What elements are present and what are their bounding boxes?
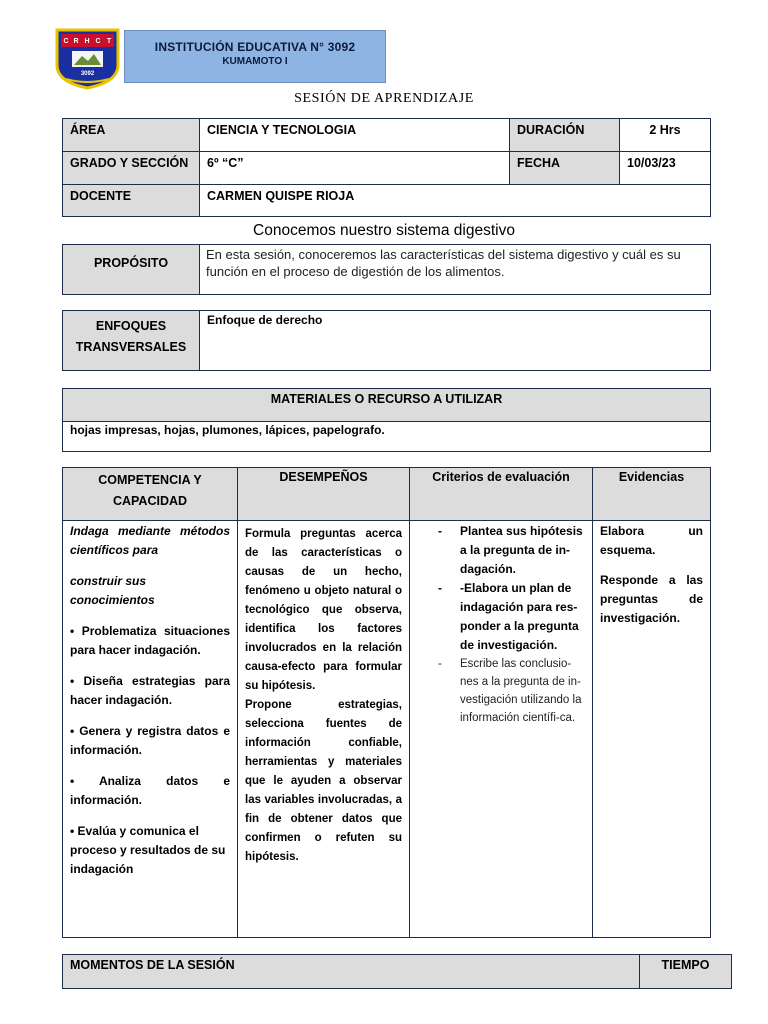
moments-time-header: TIEMPO xyxy=(639,954,732,989)
materials-header: MATERIALES O RECURSO A UTILIZAR xyxy=(62,388,711,422)
performance-cell xyxy=(237,520,410,938)
criteria-item: - Plantea sus hipótesis a la pregunta de in-dagación. xyxy=(434,522,584,579)
approaches-label xyxy=(62,310,200,371)
capacity-item: • Genera y registra datos e información. xyxy=(70,724,230,757)
logo-letter-5: T xyxy=(106,38,112,45)
institution-name: INSTITUCIÓN EDUCATIVA N° 3092 xyxy=(154,40,356,54)
capacity-item: • Analiza datos e información. xyxy=(70,774,230,807)
competence-title-b: construir sus conocimientos xyxy=(70,574,155,607)
logo-letter-2: R xyxy=(73,38,79,45)
teacher-label: DOCENTE xyxy=(62,184,200,217)
approaches-label-line2: TRANSVERSALES xyxy=(75,340,187,354)
moments-header: MOMENTOS DE LA SESIÓN xyxy=(62,954,640,989)
area-value: CIENCIA Y TECNOLOGIA xyxy=(199,118,510,152)
criteria-cell xyxy=(409,520,593,938)
evidence-item: Responde a las preguntas de investigación. xyxy=(600,573,703,625)
competence-cell xyxy=(62,520,238,938)
approaches-value: Enfoque de derecho xyxy=(199,310,711,371)
approaches-label-line1: ENFOQUES xyxy=(95,319,167,333)
evidence-header: Evidencias xyxy=(592,467,711,521)
criteria-item: - Escribe las conclusio-nes a la pregunta de in-vestigación utilizando la información científi-ca. xyxy=(434,655,584,727)
criteria-item: - -Elabora un plan de indagación para res-ponder a la pregunta de investigación. xyxy=(434,579,584,655)
institution-logo xyxy=(54,27,121,90)
performance-header: DESEMPEÑOS xyxy=(237,467,410,521)
performance-item: Formula preguntas acerca de las características o causas de un hecho, fenómeno u objeto natural o tecnológico que observa, identifica los factores involucrados en la relación causa-efecto para formular su hipótesis. xyxy=(245,528,402,692)
logo-number: 3092 xyxy=(80,71,95,77)
capacity-item: • Evalúa y comunica el proceso y resultados de su indagación xyxy=(70,824,226,876)
purpose-label: PROPÓSITO xyxy=(62,244,200,295)
logo-letter-3: H xyxy=(84,38,90,45)
grade-value: 6º “C” xyxy=(199,151,510,185)
duration-value: 2 Hrs xyxy=(619,118,711,152)
date-label: FECHA xyxy=(509,151,620,185)
evidence-item: Elabora un esquema. xyxy=(600,524,703,557)
competence-header-line2: CAPACIDAD xyxy=(112,494,188,508)
evidence-cell xyxy=(592,520,711,938)
capacity-item: • Problematiza situaciones para hacer indagación. xyxy=(70,624,230,657)
date-value: 10/03/23 xyxy=(619,151,711,185)
document-title: SESIÓN DE APRENDIZAJE xyxy=(294,91,474,106)
grade-label: GRADO Y SECCIÓN xyxy=(62,151,200,185)
institution-campus: KUMAMOTO I xyxy=(222,56,288,67)
institution-banner xyxy=(124,30,386,83)
performance-item: Propone estrategias, selecciona fuentes de información confiable, herramientas y materiales que le ayuden a observar las variables involucradas, a fin de obtener datos que confirmen o refuten su hipótesis. xyxy=(245,699,402,863)
logo-letter-1: C xyxy=(63,38,69,45)
competence-header xyxy=(62,467,238,521)
purpose-text: En esta sesión, conoceremos las características del sistema digestivo y cuál es su función en el proceso de digestión de los alimentos. xyxy=(199,244,711,295)
area-label: ÁREA xyxy=(62,118,200,152)
competence-title-a: Indaga mediante métodos científicos para xyxy=(70,524,230,557)
session-title: Conocemos nuestro sistema digestivo xyxy=(253,222,515,239)
competence-header-line1: COMPETENCIA Y xyxy=(98,473,202,487)
criteria-header: Criterios de evaluación xyxy=(409,467,593,521)
capacity-item: • Diseña estrategias para hacer indagación. xyxy=(70,674,230,707)
logo-letter-4: C xyxy=(95,38,101,45)
duration-label: DURACIÓN xyxy=(509,118,620,152)
teacher-value: CARMEN QUISPE RIOJA xyxy=(199,184,711,217)
materials-value: hojas impresas, hojas, plumones, lápices, papelografo. xyxy=(62,421,711,452)
